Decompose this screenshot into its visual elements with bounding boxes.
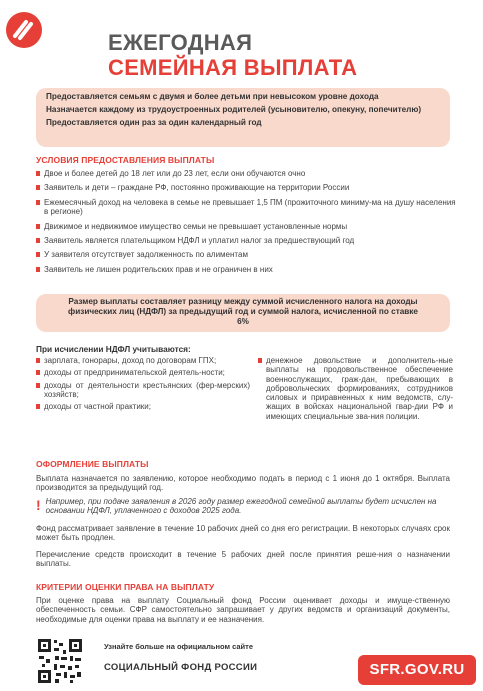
intro-line: Назначается каждому из трудоустроенных родителей (усыновителю, опекуну, попечителю) (46, 105, 422, 114)
ndfl-column-1 (36, 356, 250, 414)
ndfl-heading: При исчислении НДФЛ учитываются: (36, 344, 191, 354)
list-item (36, 381, 250, 400)
calculation-box: Размер выплаты составляет разницу между суммой исчисленного налога на доходы физических лиц (НДФЛ) за предыдущий год и суммой налога, исчисленной по ставке 6% (36, 294, 450, 332)
page-title (108, 30, 357, 80)
list-item-text: Заявитель является плательщиком НДФЛ и уплатил налог за предшествующий год (44, 236, 355, 246)
bullet-icon (36, 200, 40, 205)
bullet-icon (36, 370, 40, 375)
registration-paragraph: Фонд рассматривает заявление в течение 10 рабочих дней со дня его регистрации. В некоторых случаях срок может быть продлен. (36, 524, 450, 543)
bullet-icon (36, 383, 40, 388)
list-item (36, 222, 456, 231)
note-block (36, 497, 450, 516)
note-text: Например, при подаче заявления в 2026 году размер ежегодной семейной выплаты будет исчислен на основании НДФЛ, уплаченного с доходов 2025 года. (45, 497, 437, 516)
list-item-text: денежное довольствие и дополнитель-ные выплаты на продовольственное обеспечение военнослужащих, граж-дан, пребывающих в добровольческих формированиях, сотрудников силовых и приравненных к ним ведомств, слу-жащих в войсках национальной гвар-дии РФ и имеющих специальные зва-ния полиции. (266, 356, 453, 421)
bullet-icon (36, 252, 40, 257)
site-link[interactable]: SFR.GOV.RU (358, 655, 476, 685)
registration-paragraph: Перечисление средств происходит в течение 5 рабочих дней после принятия реше-ния о назначении выплаты. (36, 550, 450, 569)
footer-more-text: Узнайте больше на официальном сайте (104, 642, 254, 651)
list-item (36, 402, 250, 411)
bullet-icon (36, 238, 40, 243)
bullet-icon (258, 358, 262, 363)
intro-box (36, 88, 450, 147)
list-item-text: Заявитель и дети – граждане РФ, постоянно проживающие на территории России (44, 183, 350, 193)
bullet-icon (36, 404, 40, 409)
list-item (258, 356, 453, 421)
list-item (36, 169, 456, 178)
registration-heading: ОФОРМЛЕНИЕ ВЫПЛАТЫ (36, 459, 149, 469)
list-item-text: Двое и более детей до 18 лет или до 23 лет, если они обучаются очно (44, 169, 306, 178)
list-item-text: доходы от предпринимательской деятель-ности; (44, 368, 225, 378)
list-item-text: зарплата, гонорары, доход по договорам ГПХ; (44, 356, 217, 365)
list-item (36, 250, 456, 259)
bullet-icon (36, 267, 40, 272)
bullet-icon (36, 224, 40, 229)
list-item (36, 265, 456, 274)
list-item (36, 183, 456, 192)
ndfl-column-2 (258, 356, 453, 424)
exclamation-icon: ! (36, 497, 41, 513)
conditions-list (36, 169, 456, 279)
list-item-text: У заявителя отсутствует задолженность по алиментам (44, 250, 248, 260)
title-line-2: СЕМЕЙНАЯ ВЫПЛАТА (108, 55, 358, 80)
list-item-text: доходы от деятельности крестьянских (фер-мерских) хозяйств; (44, 380, 250, 399)
criteria-heading: КРИТЕРИИ ОЦЕНКИ ПРАВА НА ВЫПЛАТУ (36, 582, 215, 592)
bullet-icon (36, 171, 40, 176)
list-item (36, 236, 456, 245)
list-item (36, 198, 456, 217)
footer-fund-name: СОЦИАЛЬНЫЙ ФОНД РОССИИ (104, 662, 258, 673)
list-item-text: доходы от частной практики; (44, 402, 151, 412)
qr-code-icon[interactable] (37, 638, 83, 684)
list-item-text: Ежемесячный доход на человека в семье не превышает 1,5 ПМ (прожиточного миниму-ма на душу населения в регионе) (44, 197, 456, 217)
bullet-icon (36, 185, 40, 190)
list-item (36, 368, 250, 377)
criteria-paragraph: При оценке права на выплату Социальный фонд России оценивает доходы и имуще-ственную обеспеченность семьи. СФР самостоятельно запрашивает у других ведомств и организаций документы, необходимые для оценки права на выплату и ее назначения. (36, 596, 450, 624)
list-item-text: Движимое и недвижимое имущество семьи не превышает установленные нормы (44, 221, 348, 231)
registration-paragraph: Выплата назначается по заявлению, которое необходимо подать в период с 1 июня до 1 октября. Выплата производится за предыдущий год. (36, 474, 450, 493)
list-item (36, 356, 250, 365)
intro-line: Предоставляется один раз за один календарный год (46, 118, 262, 127)
title-line-1: ЕЖЕГОДНАЯ (108, 30, 253, 55)
intro-line: Предоставляется семьям с двумя и более детьми при невысоком уровне дохода (46, 92, 379, 101)
sfr-logo-icon (4, 10, 44, 50)
bullet-icon (36, 358, 40, 363)
list-item-text: Заявитель не лишен родительских прав и не ограничен в них (44, 264, 273, 274)
conditions-heading: УСЛОВИЯ ПРЕДОСТАВЛЕНИЯ ВЫПЛАТЫ (36, 155, 215, 165)
